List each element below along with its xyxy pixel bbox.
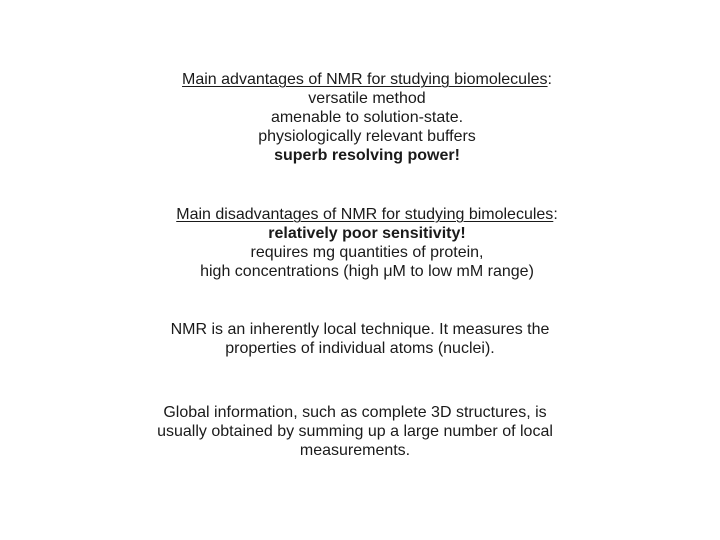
global-information-line: Global information, such as complete 3D structures, is [163,404,547,421]
advantages-heading-suffix: : [547,71,552,88]
local-technique-section [0,320,720,358]
disadvantages-heading-suffix: : [553,206,558,223]
disadvantages-heading: Main disadvantages of NMR for studying bimolecules [176,206,554,223]
local-technique-line: properties of individual atoms (nuclei). [225,340,495,357]
global-information-line: usually obtained by summing up a large number of local [157,423,553,440]
global-information-line: measurements. [299,442,411,459]
advantage-item: physiologically relevant buffers [258,128,476,145]
disadvantage-emphasis: relatively poor sensitivity! [268,225,466,242]
global-information-section [0,403,715,460]
disadvantages-heading-line [7,205,720,224]
advantages-heading: Main advantages of NMR for studying biomolecules [182,71,548,88]
disadvantages-section [7,205,720,281]
advantages-heading-line [7,70,720,89]
advantages-section [7,70,720,165]
local-technique-line: NMR is an inherently local technique. It measures the [170,321,550,338]
advantage-item: versatile method [308,90,426,107]
advantage-emphasis: superb resolving power! [274,147,460,164]
disadvantage-item: high concentrations (high μM to low mM range) [200,263,534,280]
advantage-item: amenable to solution-state. [270,109,464,126]
disadvantage-item: requires mg quantities of protein, [250,244,484,261]
